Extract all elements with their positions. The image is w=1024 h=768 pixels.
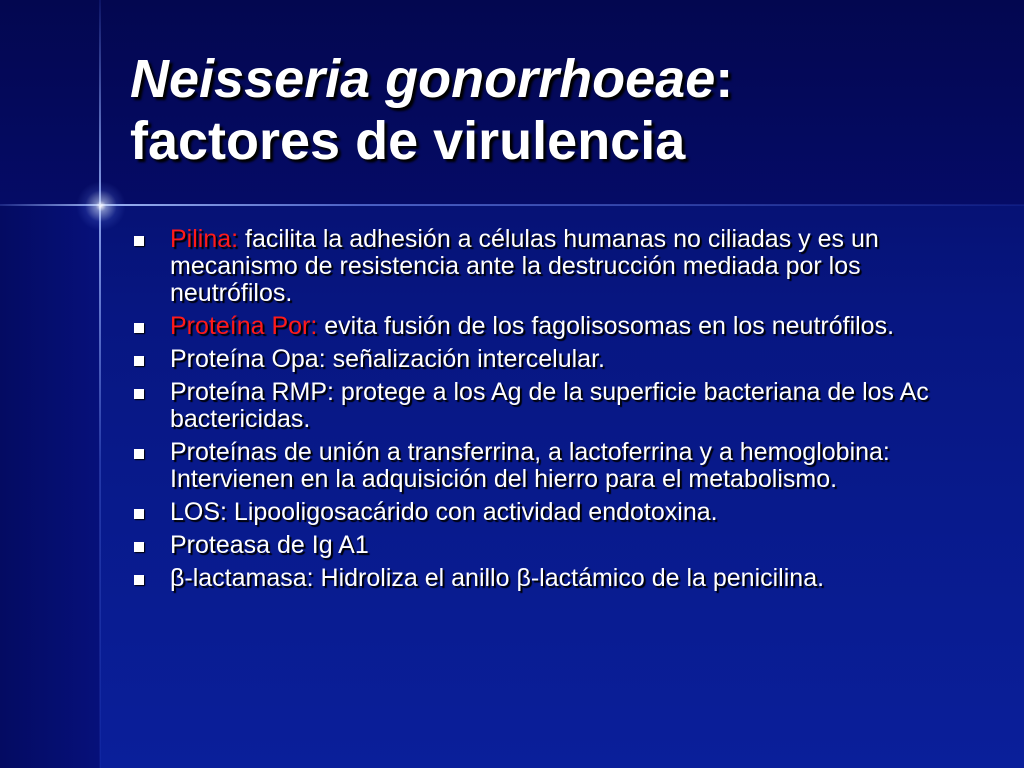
bullet-item — [132, 532, 962, 559]
square-bullet-icon — [134, 449, 144, 459]
left-band — [0, 205, 100, 768]
bullet-text: Proteasa de Ig A1 — [170, 531, 369, 559]
bullet-term: Pilina: — [170, 225, 239, 253]
square-bullet-icon — [134, 389, 144, 399]
square-bullet-icon — [134, 509, 144, 519]
bullet-item — [132, 313, 962, 340]
square-bullet-icon — [134, 323, 144, 333]
bullet-item — [132, 565, 962, 592]
bullet-text: Proteínas de unión a transferrina, a lactoferrina y a hemoglobina: Intervienen en la adquisición del hierro para el metabolismo. — [170, 438, 890, 493]
bullet-text: facilita la adhesión a células humanas no ciliadas y es un mecanismo de resistencia ante la destrucción mediada por los neutrófilos. — [170, 225, 879, 307]
bullet-item — [132, 346, 962, 373]
title-line2: factores de virulencia — [130, 111, 686, 171]
bullet-item — [132, 226, 962, 307]
bullet-item — [132, 379, 962, 433]
square-bullet-icon — [134, 356, 144, 366]
slide-title — [130, 48, 990, 172]
title-italic-part: Neisseria gonorrhoeae — [130, 49, 716, 109]
square-bullet-icon — [134, 542, 144, 552]
vertical-accent-line — [99, 0, 101, 768]
bullet-text: Proteína RMP: protege a los Ag de la superficie bacteriana de los Ac bactericidas. — [170, 378, 929, 433]
title-colon: : — [715, 49, 734, 109]
bullet-text: β-lactamasa: Hidroliza el anillo β-lactámico de la penicilina. — [170, 564, 825, 592]
square-bullet-icon — [134, 575, 144, 585]
bullet-item — [132, 439, 962, 493]
bullet-text: evita fusión de los fagolisosomas en los neutrófilos. — [317, 312, 895, 340]
bullet-text: Proteína Opa: señalización intercelular. — [170, 345, 605, 373]
bullet-term: Proteína Por: — [170, 312, 318, 340]
square-bullet-icon — [134, 236, 144, 246]
bullet-text: LOS: Lipooligosacárido con actividad endotoxina. — [170, 498, 718, 526]
bullet-list — [132, 226, 962, 598]
horizontal-accent-line — [0, 204, 1024, 206]
bullet-item — [132, 499, 962, 526]
light-flare-icon — [76, 181, 126, 231]
